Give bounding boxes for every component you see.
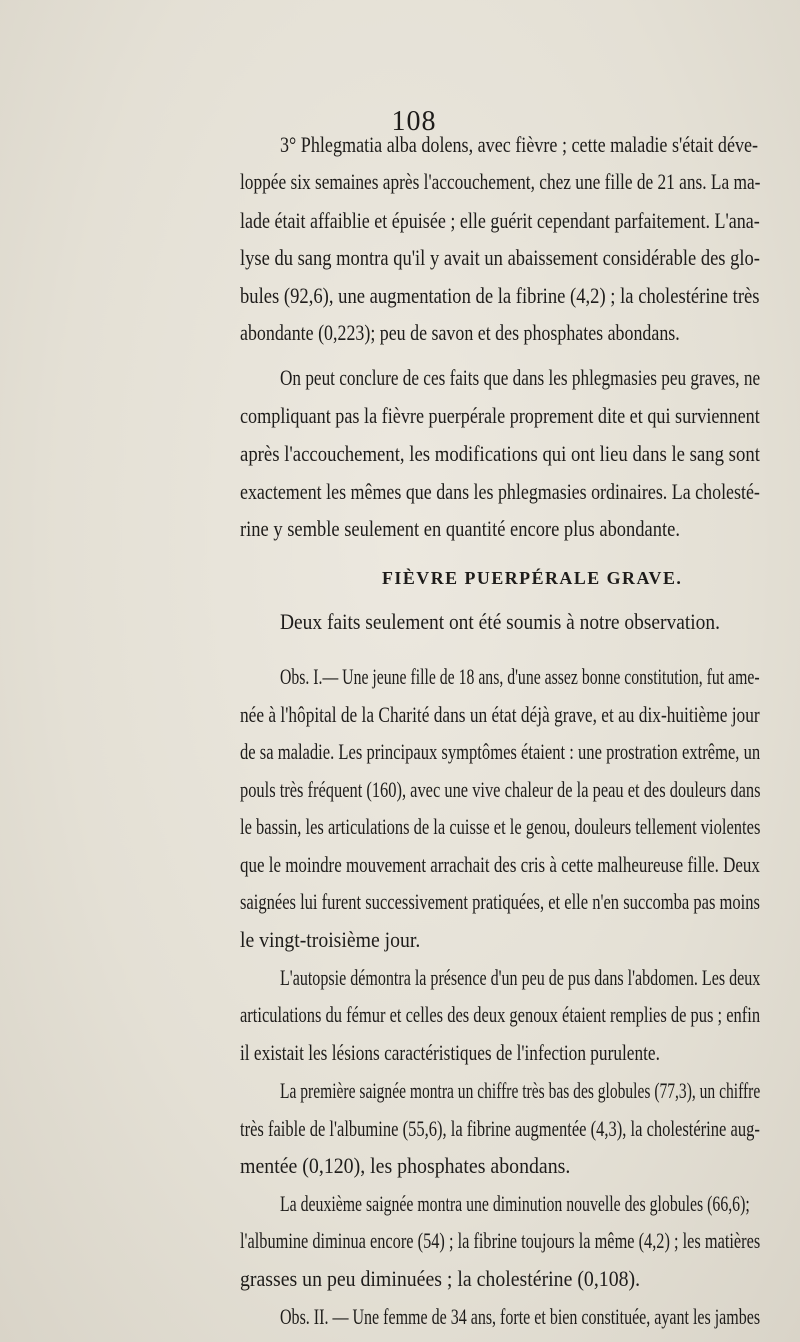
text-line: L'autopsie démontra la présence d'un peu de pus dans l'abdomen. Les deux xyxy=(280,965,761,990)
text-line: bules (92,6), une augmentation de la fibrine (4,2) ; la cholestérine très xyxy=(240,283,760,308)
text-line: rine y semble seulement en quantité encore plus abondante. xyxy=(240,516,680,541)
text-line: il existait les lésions caractéristiques de l'infection purulente. xyxy=(240,1040,660,1065)
text-line: que le moindre mouvement arrachait des cris à cette malheureuse fille. Deux xyxy=(240,852,760,877)
text-line: mentée (0,120), les phosphates abondans. xyxy=(240,1153,571,1178)
text-line: de sa maladie. Les principaux symptômes étaient : une prostration extrême, un xyxy=(240,739,761,764)
text-line: le vingt-troisième jour. xyxy=(240,927,421,952)
page-number: 108 xyxy=(391,106,437,137)
text-line: l'albumine diminua encore (54) ; la fibrine toujours la même (4,2) ; les matières xyxy=(240,1228,761,1253)
text-line: Obs. I.— Une jeune fille de 18 ans, d'une assez bonne constitution, fut ame- xyxy=(280,664,760,689)
text-line: compliquant pas la fièvre puerpérale proprement dite et qui surviennent xyxy=(240,403,760,428)
text-line: exactement les mêmes que dans les phlegmasies ordinaires. La cholesté- xyxy=(240,479,760,504)
text-line: La première saignée montra un chiffre très bas des globules (77,3), un chiffre xyxy=(280,1078,761,1103)
text-line: lyse du sang montra qu'il y avait un abaissement considérable des glo- xyxy=(240,245,760,270)
text-line: après l'accouchement, les modifications qui ont lieu dans le sang sont xyxy=(240,441,760,466)
text-line: Deux faits seulement ont été soumis à notre observation. xyxy=(280,609,720,634)
text-line: pouls très fréquent (160), avec une vive chaleur de la peau et des douleurs dans xyxy=(240,777,761,802)
text-line: abondante (0,223); peu de savon et des phosphates abondans. xyxy=(240,320,680,345)
text-line: née à l'hôpital de la Charité dans un état déjà grave, et au dix-huitième jour xyxy=(240,702,760,727)
text-line: saignées lui furent successivement pratiquées, et elle n'en succomba pas moins xyxy=(240,889,760,914)
text-line: grasses un peu diminuées ; la cholestérine (0,108). xyxy=(240,1266,641,1291)
text-line: articulations du fémur et celles des deux genoux étaient remplies de pus ; enfin xyxy=(240,1002,761,1027)
text-line: le bassin, les articulations de la cuisse et le genou, douleurs tellement violentes xyxy=(240,814,761,839)
section-heading: FIÈVRE PUERPÉRALE GRAVE. xyxy=(382,568,683,588)
text-line: lade était affaiblie et épuisée ; elle guérit cependant parfaitement. L'ana- xyxy=(240,208,760,233)
text-line: Obs. II. — Une femme de 34 ans, forte et bien constituée, ayant les jambes xyxy=(280,1304,761,1329)
text-line: On peut conclure de ces faits que dans les phlegmasies peu graves, ne xyxy=(280,365,761,390)
text-line: La deuxième saignée montra une diminution nouvelle des globules (66,6); xyxy=(280,1191,750,1216)
text-line: loppée six semaines après l'accouchement, chez une fille de 21 ans. La ma- xyxy=(240,169,761,194)
text-line: 3° Phlegmatia alba dolens, avec fièvre ; cette maladie s'était déve- xyxy=(280,132,759,157)
text-line: très faible de l'albumine (55,6), la fibrine augmentée (4,3), la cholestérine aug- xyxy=(240,1116,760,1141)
